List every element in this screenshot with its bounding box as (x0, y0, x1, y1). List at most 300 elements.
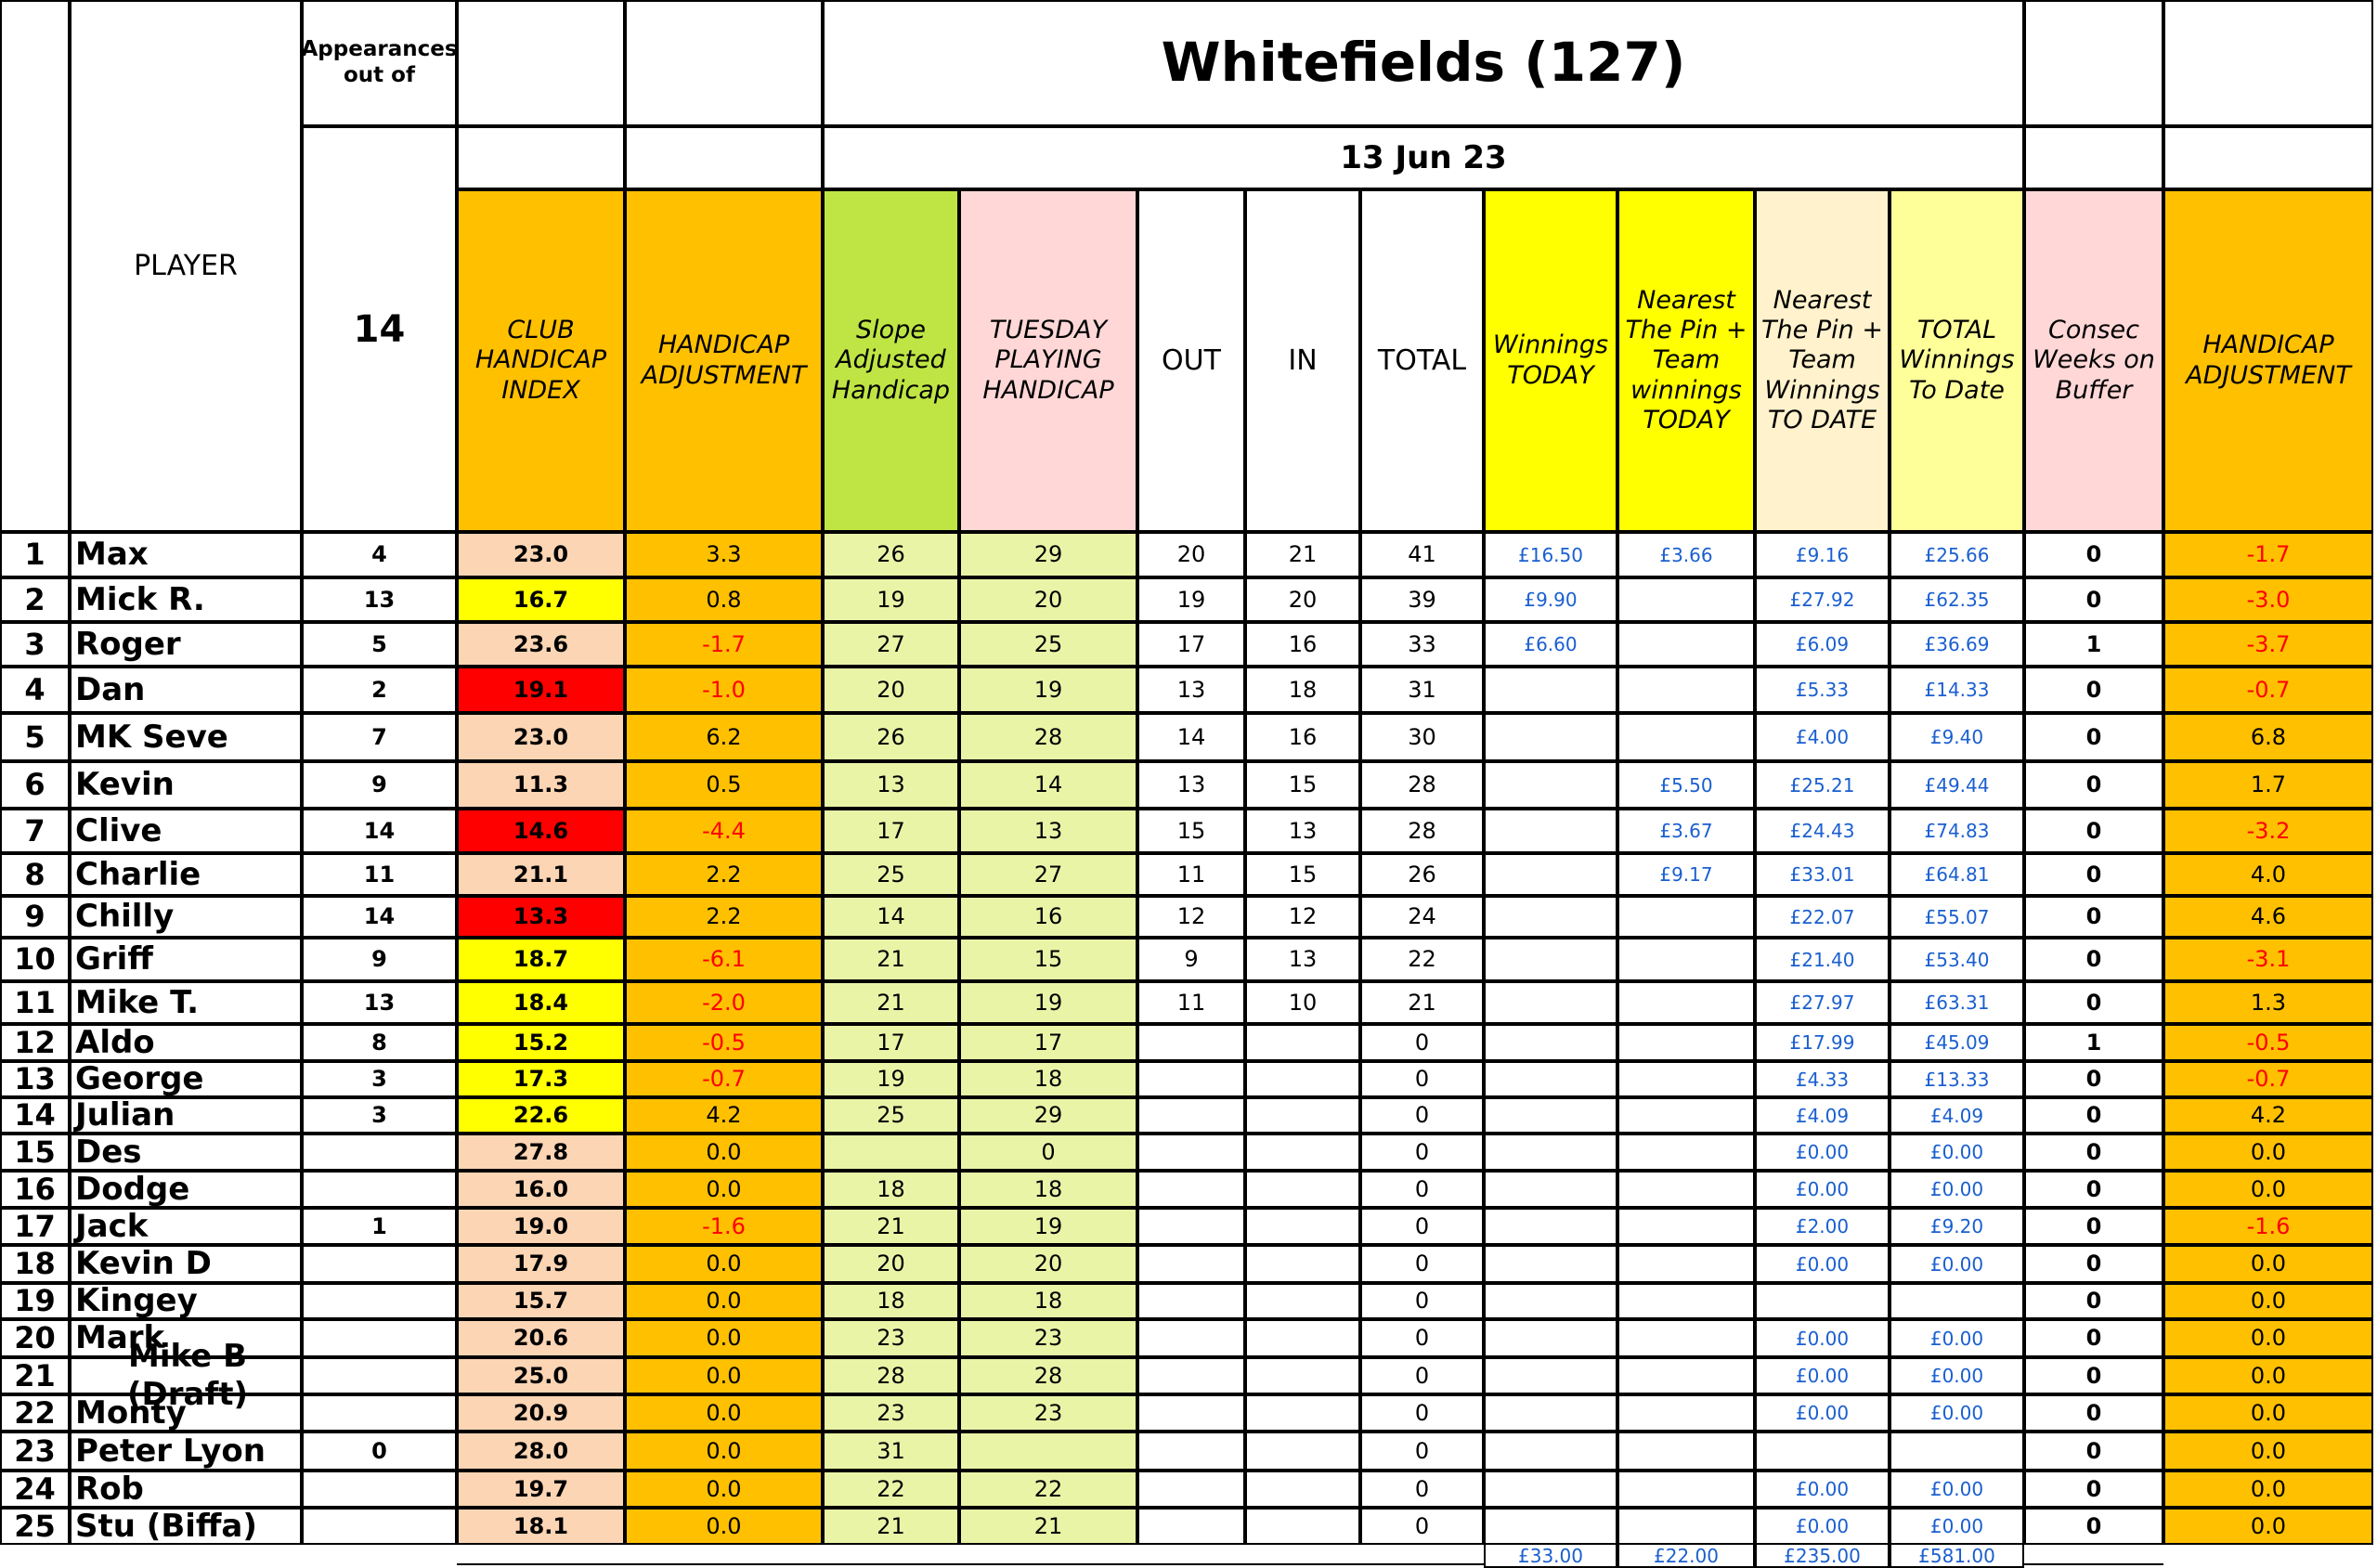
ntp-to-date-cell: £21.40 (1755, 938, 1890, 981)
player-name-cell: Mick R. (70, 577, 302, 622)
rank-cell: 6 (0, 761, 70, 809)
total-winnings-cell: £49.44 (1890, 761, 2024, 809)
appearances-cell (302, 1283, 457, 1319)
blank-header-cell (2024, 0, 2163, 126)
player-name-cell: Kingey (70, 1283, 302, 1319)
in-score-cell (1245, 1432, 1360, 1471)
ntp-today-cell (1617, 1245, 1755, 1283)
consec-weeks-cell: 0 (2024, 1432, 2163, 1471)
appearances-cell: 1 (302, 1208, 457, 1245)
winnings-today-cell (1484, 1471, 1617, 1508)
ntp-today-total: £22.00 (1617, 1545, 1755, 1568)
handicap-adjustment-cell: 0.0 (625, 1357, 823, 1394)
tuesday-handicap-cell (959, 1432, 1137, 1471)
consec-weeks-cell: 0 (2024, 532, 2163, 577)
in-score-cell (1245, 1061, 1360, 1097)
club-index-cell: 23.0 (457, 713, 625, 761)
in-score-cell (1245, 1508, 1360, 1545)
total-score-cell: 0 (1360, 1024, 1484, 1061)
ntp-today-cell: £9.17 (1617, 853, 1755, 896)
appearances-label: Appearances out of (302, 0, 457, 126)
final-adjustment-cell: -1.6 (2163, 1208, 2373, 1245)
tuesday-handicap-cell: 22 (959, 1471, 1137, 1508)
appearances-cell: 0 (302, 1432, 457, 1471)
out-score-cell: 15 (1137, 809, 1245, 853)
total-winnings-cell: £14.33 (1890, 667, 2024, 713)
ntp-today-cell (1617, 1134, 1755, 1171)
total-score-cell: 41 (1360, 532, 1484, 577)
player-name-cell: Dan (70, 667, 302, 713)
player-name-cell: Kevin (70, 761, 302, 809)
total-score-cell: 0 (1360, 1171, 1484, 1208)
handicap-adjustment-cell: -0.7 (625, 1061, 823, 1097)
handicap-adjustment-cell: -4.4 (625, 809, 823, 853)
rank-cell: 22 (0, 1394, 70, 1432)
rank-cell: 3 (0, 622, 70, 667)
rank-cell: 15 (0, 1134, 70, 1171)
player-name-cell: Rob (70, 1471, 302, 1508)
out-score-cell: 9 (1137, 938, 1245, 981)
consec-weeks-cell: 0 (2024, 1245, 2163, 1283)
club-index-cell: 25.0 (457, 1357, 625, 1394)
appearances-cell: 5 (302, 622, 457, 667)
final-adjustment-cell: -3.1 (2163, 938, 2373, 981)
appearances-cell (302, 1245, 457, 1283)
total-score-cell: 0 (1360, 1134, 1484, 1171)
tuesday-handicap-cell: 21 (959, 1508, 1137, 1545)
winnings-today-cell (1484, 1394, 1617, 1432)
rank-cell: 1 (0, 532, 70, 577)
out-score-cell: 14 (1137, 713, 1245, 761)
tuesday-handicap-cell: 18 (959, 1171, 1137, 1208)
ntp-today-cell (1617, 896, 1755, 938)
total-winnings-cell: £64.81 (1890, 853, 2024, 896)
rank-cell: 10 (0, 938, 70, 981)
final-adjustment-cell: 0.0 (2163, 1245, 2373, 1283)
winnings-today-cell (1484, 1134, 1617, 1171)
handicap-adjustment-cell: 0.0 (625, 1134, 823, 1171)
rank-cell: 9 (0, 896, 70, 938)
club-index-cell: 27.8 (457, 1134, 625, 1171)
blank-header-cell (457, 0, 625, 126)
winnings-today-cell (1484, 938, 1617, 981)
ntp-to-date-cell: £0.00 (1755, 1394, 1890, 1432)
in-score-cell: 18 (1245, 667, 1360, 713)
club-index-cell: 16.7 (457, 577, 625, 622)
total-score-cell: 0 (1360, 1319, 1484, 1357)
column-header-win-today: Winnings TODAY (1484, 189, 1617, 532)
tuesday-handicap-cell: 25 (959, 622, 1137, 667)
club-index-cell: 21.1 (457, 853, 625, 896)
handicap-adjustment-cell: 6.2 (625, 713, 823, 761)
consec-weeks-cell: 0 (2024, 667, 2163, 713)
rank-cell: 17 (0, 1208, 70, 1245)
tuesday-handicap-cell: 23 (959, 1319, 1137, 1357)
slope-handicap-cell: 17 (823, 1024, 959, 1061)
player-name-cell: Max (70, 532, 302, 577)
slope-handicap-cell: 23 (823, 1394, 959, 1432)
total-score-cell: 0 (1360, 1097, 1484, 1134)
slope-handicap-cell: 18 (823, 1171, 959, 1208)
out-score-cell (1137, 1508, 1245, 1545)
winnings-today-cell: £9.90 (1484, 577, 1617, 622)
total-winnings-cell: £53.40 (1890, 938, 2024, 981)
in-score-cell: 16 (1245, 713, 1360, 761)
consec-weeks-cell: 0 (2024, 1283, 2163, 1319)
handicap-adjustment-cell: 3.3 (625, 532, 823, 577)
final-adjustment-cell: 4.2 (2163, 1097, 2373, 1134)
ntp-today-cell (1617, 1061, 1755, 1097)
total-score-cell: 30 (1360, 713, 1484, 761)
club-index-cell: 11.3 (457, 761, 625, 809)
handicap-adjustment-cell: -6.1 (625, 938, 823, 981)
appearances-cell: 13 (302, 577, 457, 622)
total-winnings-cell: £4.09 (1890, 1097, 2024, 1134)
out-score-cell (1137, 1357, 1245, 1394)
handicap-adjustment-cell: 0.0 (625, 1508, 823, 1545)
player-name-cell: George (70, 1061, 302, 1097)
consec-weeks-cell: 1 (2024, 1024, 2163, 1061)
winnings-today-cell: £16.50 (1484, 532, 1617, 577)
final-adjustment-cell: 4.6 (2163, 896, 2373, 938)
in-score-cell (1245, 1357, 1360, 1394)
column-header-club-index: CLUB HANDICAP INDEX (457, 189, 625, 532)
total-score-cell: 24 (1360, 896, 1484, 938)
handicap-adjustment-cell: 0.0 (625, 1171, 823, 1208)
rank-cell: 19 (0, 1283, 70, 1319)
total-score-cell: 0 (1360, 1245, 1484, 1283)
ntp-today-cell (1617, 1171, 1755, 1208)
slope-handicap-cell: 31 (823, 1432, 959, 1471)
total-winnings-cell (1890, 1432, 2024, 1471)
final-adjustment-cell: -3.7 (2163, 622, 2373, 667)
appearances-cell: 14 (302, 896, 457, 938)
slope-handicap-cell: 14 (823, 896, 959, 938)
in-score-cell: 15 (1245, 761, 1360, 809)
club-index-cell: 19.7 (457, 1471, 625, 1508)
final-adjustment-cell: -0.5 (2163, 1024, 2373, 1061)
ntp-to-date-cell: £22.07 (1755, 896, 1890, 938)
tuesday-handicap-cell: 16 (959, 896, 1137, 938)
tuesday-handicap-cell: 29 (959, 532, 1137, 577)
tuesday-handicap-cell: 13 (959, 809, 1137, 853)
player-name-cell: Griff (70, 938, 302, 981)
player-name-cell: Dodge (70, 1171, 302, 1208)
club-index-cell: 20.9 (457, 1394, 625, 1432)
ntp-to-date-cell: £0.00 (1755, 1357, 1890, 1394)
blank-header-cell (2163, 126, 2373, 189)
winnings-today-cell (1484, 1357, 1617, 1394)
tuesday-handicap-cell: 19 (959, 1208, 1137, 1245)
out-score-cell: 17 (1137, 622, 1245, 667)
column-header-ntp-today: Nearest The Pin + Team winnings TODAY (1617, 189, 1755, 532)
out-score-cell (1137, 1245, 1245, 1283)
ntp-to-date-cell: £4.00 (1755, 713, 1890, 761)
appearances-total: 14 (302, 126, 457, 532)
appearances-cell: 2 (302, 667, 457, 713)
total-score-cell: 28 (1360, 761, 1484, 809)
rank-header-cell (0, 0, 70, 532)
slope-handicap-cell: 21 (823, 1208, 959, 1245)
final-adjustment-cell: -0.7 (2163, 1061, 2373, 1097)
club-index-cell: 18.4 (457, 981, 625, 1024)
club-index-cell: 28.0 (457, 1432, 625, 1471)
player-name-cell: Peter Lyon (70, 1432, 302, 1471)
in-score-cell (1245, 1394, 1360, 1432)
handicap-adjustment-cell: 0.8 (625, 577, 823, 622)
consec-weeks-cell: 0 (2024, 1134, 2163, 1171)
out-score-cell: 13 (1137, 761, 1245, 809)
column-header-tuesday: TUESDAY PLAYING HANDICAP (959, 189, 1137, 532)
in-score-cell (1245, 1245, 1360, 1283)
in-score-cell (1245, 1171, 1360, 1208)
total-winnings-cell: £0.00 (1890, 1171, 2024, 1208)
total-winnings-total: £581.00 (1890, 1545, 2024, 1568)
final-adjustment-cell: 0.0 (2163, 1394, 2373, 1432)
in-score-cell: 20 (1245, 577, 1360, 622)
in-score-cell (1245, 1024, 1360, 1061)
consec-weeks-cell: 0 (2024, 853, 2163, 896)
total-score-cell: 28 (1360, 809, 1484, 853)
appearances-cell: 7 (302, 713, 457, 761)
sheet-title: Whitefields (127) (823, 0, 2024, 126)
total-score-cell: 31 (1360, 667, 1484, 713)
total-score-cell: 0 (1360, 1471, 1484, 1508)
player-name-cell: MK Seve (70, 713, 302, 761)
handicap-adjustment-cell: 0.0 (625, 1245, 823, 1283)
ntp-today-cell: £3.66 (1617, 532, 1755, 577)
tuesday-handicap-cell: 29 (959, 1097, 1137, 1134)
slope-handicap-cell: 20 (823, 667, 959, 713)
in-score-cell (1245, 1097, 1360, 1134)
rank-cell: 11 (0, 981, 70, 1024)
out-score-cell: 11 (1137, 853, 1245, 896)
final-adjustment-cell: 4.0 (2163, 853, 2373, 896)
blank-header-cell (457, 126, 625, 189)
consec-weeks-cell: 0 (2024, 1097, 2163, 1134)
out-score-cell (1137, 1471, 1245, 1508)
appearances-cell (302, 1471, 457, 1508)
total-score-cell: 26 (1360, 853, 1484, 896)
total-winnings-cell: £0.00 (1890, 1319, 2024, 1357)
ntp-today-cell (1617, 1208, 1755, 1245)
consec-weeks-cell: 0 (2024, 577, 2163, 622)
out-score-cell: 12 (1137, 896, 1245, 938)
in-score-cell (1245, 1283, 1360, 1319)
winnings-today-cell (1484, 1024, 1617, 1061)
in-score-cell: 15 (1245, 853, 1360, 896)
tuesday-handicap-cell: 14 (959, 761, 1137, 809)
consec-weeks-cell: 0 (2024, 809, 2163, 853)
appearances-cell: 13 (302, 981, 457, 1024)
final-adjustment-cell: 0.0 (2163, 1471, 2373, 1508)
slope-handicap-cell: 20 (823, 1245, 959, 1283)
total-winnings-cell: £0.00 (1890, 1471, 2024, 1508)
slope-handicap-cell: 28 (823, 1357, 959, 1394)
out-score-cell (1137, 1134, 1245, 1171)
handicap-adjustment-cell: 2.2 (625, 896, 823, 938)
winnings-today-cell (1484, 809, 1617, 853)
in-score-cell (1245, 1471, 1360, 1508)
totals-rule (2024, 1563, 2163, 1565)
winnings-today-cell (1484, 1245, 1617, 1283)
ntp-today-cell (1617, 713, 1755, 761)
slope-handicap-cell: 21 (823, 938, 959, 981)
column-header-in: IN (1245, 189, 1360, 532)
ntp-today-cell (1617, 1097, 1755, 1134)
out-score-cell: 20 (1137, 532, 1245, 577)
consec-weeks-cell: 0 (2024, 1471, 2163, 1508)
in-score-cell: 21 (1245, 532, 1360, 577)
total-winnings-cell: £25.66 (1890, 532, 2024, 577)
club-index-cell: 14.6 (457, 809, 625, 853)
ntp-to-date-cell: £0.00 (1755, 1245, 1890, 1283)
final-adjustment-cell: 6.8 (2163, 713, 2373, 761)
in-score-cell (1245, 1319, 1360, 1357)
winnings-today-cell (1484, 853, 1617, 896)
appearances-cell: 3 (302, 1097, 457, 1134)
out-score-cell (1137, 1208, 1245, 1245)
tuesday-handicap-cell: 18 (959, 1283, 1137, 1319)
total-score-cell: 0 (1360, 1357, 1484, 1394)
club-index-cell: 15.2 (457, 1024, 625, 1061)
player-name-cell: Mark (70, 1319, 302, 1357)
ntp-to-date-cell: £25.21 (1755, 761, 1890, 809)
winnings-today-cell (1484, 1097, 1617, 1134)
player-name-cell: Mike T. (70, 981, 302, 1024)
club-index-cell: 15.7 (457, 1283, 625, 1319)
ntp-to-date-cell: £0.00 (1755, 1134, 1890, 1171)
player-name-cell: Chilly (70, 896, 302, 938)
consec-weeks-cell: 0 (2024, 896, 2163, 938)
ntp-today-cell (1617, 667, 1755, 713)
rank-cell: 18 (0, 1245, 70, 1283)
consec-weeks-cell: 1 (2024, 622, 2163, 667)
slope-handicap-cell: 17 (823, 809, 959, 853)
club-index-cell: 16.0 (457, 1171, 625, 1208)
ntp-today-cell (1617, 622, 1755, 667)
ntp-to-date-total: £235.00 (1755, 1545, 1890, 1568)
tuesday-handicap-cell: 18 (959, 1061, 1137, 1097)
total-score-cell: 39 (1360, 577, 1484, 622)
in-score-cell (1245, 1134, 1360, 1171)
ntp-to-date-cell: £0.00 (1755, 1319, 1890, 1357)
winnings-today-cell (1484, 1061, 1617, 1097)
appearances-cell (302, 1394, 457, 1432)
total-winnings-cell: £9.20 (1890, 1208, 2024, 1245)
handicap-adjustment-cell: -1.7 (625, 622, 823, 667)
tuesday-handicap-cell: 27 (959, 853, 1137, 896)
out-score-cell (1137, 1024, 1245, 1061)
ntp-to-date-cell: £4.09 (1755, 1097, 1890, 1134)
rank-cell: 25 (0, 1508, 70, 1545)
club-index-cell: 22.6 (457, 1097, 625, 1134)
slope-handicap-cell: 22 (823, 1471, 959, 1508)
winnings-today-cell (1484, 667, 1617, 713)
club-index-cell: 13.3 (457, 896, 625, 938)
ntp-today-cell (1617, 1283, 1755, 1319)
tuesday-handicap-cell: 23 (959, 1394, 1137, 1432)
slope-handicap-cell: 25 (823, 1097, 959, 1134)
club-index-cell: 18.7 (457, 938, 625, 981)
ntp-to-date-cell: £24.43 (1755, 809, 1890, 853)
total-winnings-cell (1890, 1283, 2024, 1319)
total-winnings-cell: £62.35 (1890, 577, 2024, 622)
total-winnings-cell: £0.00 (1890, 1245, 2024, 1283)
final-adjustment-cell: -3.0 (2163, 577, 2373, 622)
in-score-cell: 13 (1245, 809, 1360, 853)
handicap-adjustment-cell: -1.6 (625, 1208, 823, 1245)
in-score-cell: 16 (1245, 622, 1360, 667)
player-name-cell: Clive (70, 809, 302, 853)
club-index-cell: 19.1 (457, 667, 625, 713)
appearances-cell: 4 (302, 532, 457, 577)
winnings-today-total: £33.00 (1484, 1545, 1617, 1568)
club-index-cell: 19.0 (457, 1208, 625, 1245)
winnings-today-cell (1484, 1432, 1617, 1471)
consec-weeks-cell: 0 (2024, 761, 2163, 809)
column-header-hcp-adj: HANDICAP ADJUSTMENT (625, 189, 823, 532)
tuesday-handicap-cell: 28 (959, 713, 1137, 761)
player-name-cell: Julian (70, 1097, 302, 1134)
totals-rule (457, 1563, 1484, 1565)
total-score-cell: 0 (1360, 1208, 1484, 1245)
consec-weeks-cell: 0 (2024, 938, 2163, 981)
consec-weeks-cell: 0 (2024, 1508, 2163, 1545)
final-adjustment-cell: 0.0 (2163, 1283, 2373, 1319)
player-name-cell: Des (70, 1134, 302, 1171)
appearances-cell (302, 1319, 457, 1357)
winnings-today-cell (1484, 1508, 1617, 1545)
slope-handicap-cell: 21 (823, 1508, 959, 1545)
column-header-slope: Slope Adjusted Handicap (823, 189, 959, 532)
rank-cell: 16 (0, 1171, 70, 1208)
ntp-today-cell (1617, 938, 1755, 981)
final-adjustment-cell: 1.7 (2163, 761, 2373, 809)
total-score-cell: 0 (1360, 1432, 1484, 1471)
ntp-to-date-cell: £27.97 (1755, 981, 1890, 1024)
final-adjustment-cell: 0.0 (2163, 1134, 2373, 1171)
ntp-to-date-cell: £0.00 (1755, 1508, 1890, 1545)
appearances-cell: 8 (302, 1024, 457, 1061)
ntp-to-date-cell (1755, 1283, 1890, 1319)
rank-cell: 8 (0, 853, 70, 896)
appearances-cell: 9 (302, 938, 457, 981)
out-score-cell (1137, 1319, 1245, 1357)
tuesday-handicap-cell: 19 (959, 981, 1137, 1024)
out-score-cell (1137, 1283, 1245, 1319)
out-score-cell: 19 (1137, 577, 1245, 622)
total-winnings-cell: £63.31 (1890, 981, 2024, 1024)
club-index-cell: 18.1 (457, 1508, 625, 1545)
appearances-cell (302, 1171, 457, 1208)
ntp-today-cell (1617, 577, 1755, 622)
ntp-to-date-cell: £27.92 (1755, 577, 1890, 622)
slope-handicap-cell: 23 (823, 1319, 959, 1357)
final-adjustment-cell: 0.0 (2163, 1508, 2373, 1545)
appearances-cell (302, 1134, 457, 1171)
out-score-cell (1137, 1432, 1245, 1471)
blank-header-cell (2163, 0, 2373, 126)
winnings-today-cell (1484, 1208, 1617, 1245)
club-index-cell: 23.0 (457, 532, 625, 577)
handicap-adjustment-cell: 0.0 (625, 1471, 823, 1508)
winnings-today-cell: £6.60 (1484, 622, 1617, 667)
ntp-today-cell (1617, 1471, 1755, 1508)
winnings-today-cell (1484, 761, 1617, 809)
total-winnings-cell: £45.09 (1890, 1024, 2024, 1061)
tuesday-handicap-cell: 19 (959, 667, 1137, 713)
